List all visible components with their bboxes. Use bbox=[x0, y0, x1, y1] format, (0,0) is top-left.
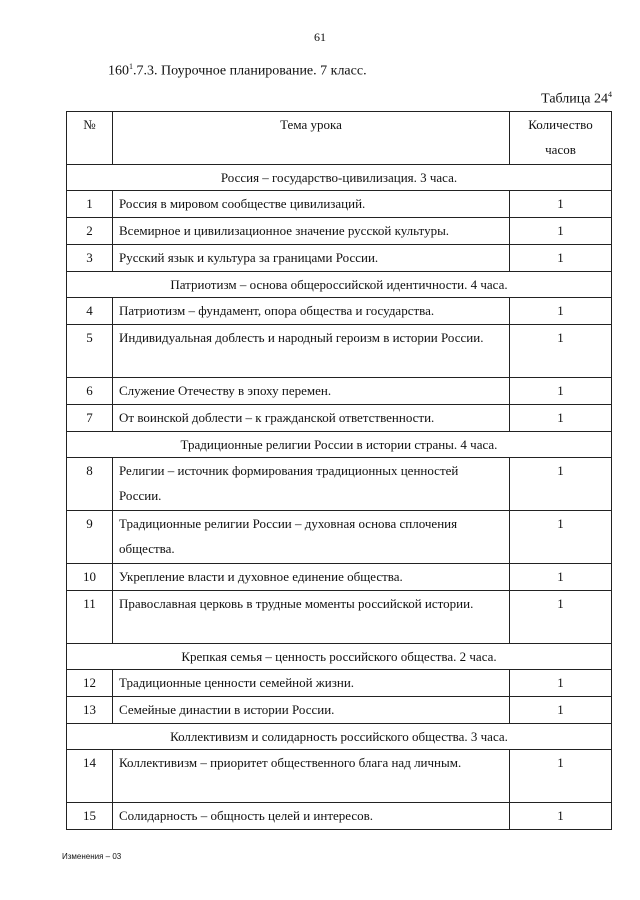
lesson-number: 6 bbox=[67, 378, 113, 405]
lesson-hours: 1 bbox=[510, 511, 612, 564]
lesson-topic: Всемирное и цивилизационное значение русской культуры. bbox=[113, 218, 510, 245]
table-caption-text: Таблица 24 bbox=[541, 91, 608, 107]
lesson-topic: От воинской доблести – к гражданской ответственности. bbox=[113, 405, 510, 432]
section-title: Коллективизм и солидарность российского общества. 3 часа. bbox=[67, 724, 612, 750]
table-row bbox=[67, 670, 612, 697]
table-row bbox=[67, 218, 612, 245]
lesson-number: 3 bbox=[67, 245, 113, 272]
lesson-number: 1 bbox=[67, 191, 113, 218]
lesson-hours: 1 bbox=[510, 591, 612, 644]
lesson-number: 15 bbox=[67, 803, 113, 830]
lesson-topic: Традиционные религии России – духовная основа сплочения общества. bbox=[113, 511, 510, 564]
table-row bbox=[67, 591, 612, 644]
lesson-number: 9 bbox=[67, 511, 113, 564]
section-title: Традиционные религии России в истории страны. 4 часа. bbox=[67, 432, 612, 458]
header-hours bbox=[510, 112, 612, 165]
lesson-topic: Индивидуальная доблесть и народный героизм в истории России. bbox=[113, 325, 510, 378]
section-heading bbox=[108, 62, 367, 80]
lesson-hours: 1 bbox=[510, 191, 612, 218]
lesson-number: 14 bbox=[67, 750, 113, 803]
lesson-number: 5 bbox=[67, 325, 113, 378]
lesson-hours: 1 bbox=[510, 564, 612, 591]
lesson-hours: 1 bbox=[510, 750, 612, 803]
table-row bbox=[67, 697, 612, 724]
lesson-topic: Семейные династии в истории России. bbox=[113, 697, 510, 724]
header-number: № bbox=[67, 112, 113, 165]
section-row bbox=[67, 644, 612, 670]
lesson-topic: Религии – источник формирования традиционных ценностей России. bbox=[113, 458, 510, 511]
lesson-hours: 1 bbox=[510, 298, 612, 325]
heading-number: 160 bbox=[108, 63, 129, 79]
table-row bbox=[67, 458, 612, 511]
lesson-hours: 1 bbox=[510, 670, 612, 697]
lesson-topic: Традиционные ценности семейной жизни. bbox=[113, 670, 510, 697]
table-row bbox=[67, 245, 612, 272]
table-header-row bbox=[67, 112, 612, 165]
lesson-number: 11 bbox=[67, 591, 113, 644]
header-topic: Тема урока bbox=[113, 112, 510, 165]
lesson-topic: Солидарность – общность целей и интересов. bbox=[113, 803, 510, 830]
table-caption bbox=[541, 90, 612, 108]
lesson-number: 12 bbox=[67, 670, 113, 697]
section-row bbox=[67, 724, 612, 750]
lesson-number: 10 bbox=[67, 564, 113, 591]
table-row bbox=[67, 298, 612, 325]
lesson-hours: 1 bbox=[510, 405, 612, 432]
lesson-number: 13 bbox=[67, 697, 113, 724]
lesson-topic: Россия в мировом сообществе цивилизаций. bbox=[113, 191, 510, 218]
lesson-number: 4 bbox=[67, 298, 113, 325]
lesson-plan-table bbox=[66, 111, 612, 830]
lesson-hours: 1 bbox=[510, 803, 612, 830]
heading-text: .7.3. Поурочное планирование. 7 класс. bbox=[133, 63, 367, 79]
lesson-hours: 1 bbox=[510, 458, 612, 511]
table-row bbox=[67, 564, 612, 591]
table-row bbox=[67, 325, 612, 378]
heading-superscript: 1 bbox=[129, 62, 133, 71]
footer-revision-note: Изменения – 03 bbox=[62, 852, 122, 861]
lesson-hours: 1 bbox=[510, 218, 612, 245]
section-row bbox=[67, 272, 612, 298]
lesson-number: 2 bbox=[67, 218, 113, 245]
section-row bbox=[67, 165, 612, 191]
table-row bbox=[67, 803, 612, 830]
lesson-topic: Патриотизм – фундамент, опора общества и государства. bbox=[113, 298, 510, 325]
lesson-hours: 1 bbox=[510, 697, 612, 724]
table-row bbox=[67, 405, 612, 432]
page-number: 61 bbox=[314, 30, 326, 44]
lesson-table-body bbox=[67, 165, 612, 830]
lesson-topic: Служение Отечеству в эпоху перемен. bbox=[113, 378, 510, 405]
table-row bbox=[67, 511, 612, 564]
lesson-topic: Русский язык и культура за границами России. bbox=[113, 245, 510, 272]
section-row bbox=[67, 432, 612, 458]
section-title: Россия – государство-цивилизация. 3 часа. bbox=[67, 165, 612, 191]
table-row bbox=[67, 191, 612, 218]
lesson-number: 7 bbox=[67, 405, 113, 432]
lesson-topic: Укрепление власти и духовное единение общества. bbox=[113, 564, 510, 591]
lesson-topic: Коллективизм – приоритет общественного блага над личным. bbox=[113, 750, 510, 803]
section-title: Патриотизм – основа общероссийской идентичности. 4 часа. bbox=[67, 272, 612, 298]
table-row bbox=[67, 750, 612, 803]
lesson-number: 8 bbox=[67, 458, 113, 511]
lesson-hours: 1 bbox=[510, 245, 612, 272]
lesson-hours: 1 bbox=[510, 378, 612, 405]
section-title: Крепкая семья – ценность российского общества. 2 часа. bbox=[67, 644, 612, 670]
lesson-hours: 1 bbox=[510, 325, 612, 378]
lesson-topic: Православная церковь в трудные моменты российской истории. bbox=[113, 591, 510, 644]
header-hours-line2: часов bbox=[545, 142, 576, 157]
table-caption-superscript: 4 bbox=[608, 90, 612, 99]
header-hours-line1: Количество bbox=[528, 117, 593, 132]
table-row bbox=[67, 378, 612, 405]
